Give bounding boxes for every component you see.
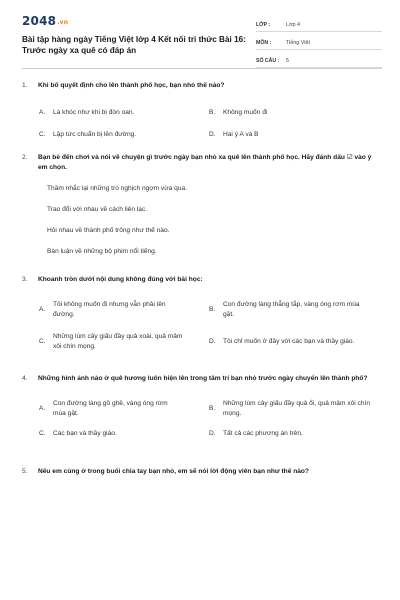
question-text: Khoanh tròn dưới nội dung không đúng với bài học: [38, 276, 203, 283]
checkbox-list [47, 184, 380, 268]
answer-option-c[interactable]: C. Các bạn và thầy giáo. [39, 430, 117, 437]
question-1 [22, 81, 380, 146]
question-number: 2. [22, 154, 28, 161]
worksheet-meta [256, 14, 382, 68]
checkbox-item[interactable]: Bàn luận về những bộ phim nổi tiếng. [47, 248, 157, 255]
answer-option-d[interactable]: D. Hai ý A và B [209, 131, 259, 138]
meta-row-subject [256, 32, 382, 50]
checkbox-item[interactable]: Thầm nhắc lại những trò nghịch ngợm vừa qua. [47, 185, 187, 192]
answer-option-a[interactable]: A. Tôi không muốn đi nhưng vẫn phải lên đường. [39, 301, 166, 318]
worksheet-header [22, 14, 382, 64]
checkbox-item[interactable]: Hỏi nhau về thành phố trông như thế nào. [47, 227, 170, 234]
answer-option-a[interactable]: A. Con đường làng gồ ghề, vàng óng rơm mùa gặt. [39, 400, 168, 417]
question-number: 1. [22, 82, 28, 89]
header-divider [22, 68, 382, 69]
meta-value: 5 [286, 58, 289, 64]
answer-option-c[interactable]: C. Những lùm cây giấu đầy quả xoài, quả mâm xôi chín mọng. [39, 333, 183, 350]
answer-option-d[interactable]: D. Tôi chỉ muốn ở đây với các bạn và thầy giáo. [209, 338, 355, 345]
answer-option-b[interactable]: B. Con đường làng thẳng tắp, vàng óng rơm mùa gặt. [209, 301, 360, 318]
question-5 [22, 467, 380, 477]
answer-option-a[interactable]: A. Là khóc như khi bị đòn oan. [39, 109, 135, 116]
question-number: 4. [22, 375, 28, 382]
meta-value: Tiếng Việt [286, 40, 310, 46]
document-title: Bài tập hàng ngày Tiếng Việt lớp 4 Kết nối tri thức Bài 16: Trước ngày xa quê có đáp án [22, 35, 246, 55]
question-stem [22, 467, 380, 477]
answer-option-c[interactable]: C. Lập tức chuẩn bị lên đường. [39, 131, 137, 138]
site-logo[interactable]: 2048.vn [22, 14, 69, 28]
meta-row-grade [256, 14, 382, 32]
meta-label: LỚP : [256, 22, 271, 28]
question-stem [22, 81, 380, 91]
checkbox-item[interactable]: Trao đổi với nhau về cách liên lạc. [47, 206, 148, 213]
question-text: Những hình ảnh nào ở quê hương luôn hiện lên trong tâm trí bạn nhỏ trước ngày chuyển lên thành phố? [38, 375, 368, 382]
meta-row-question-count [256, 50, 382, 68]
question-stem [22, 374, 380, 384]
meta-label: MÔN : [256, 40, 272, 46]
answer-options [39, 394, 380, 444]
question-text: Nếu em cùng ở trong buổi chia tay bạn nhỏ, em sẽ nói lời động viên bạn như thế nào? [38, 468, 309, 475]
answer-options [39, 294, 380, 358]
answer-options [39, 102, 380, 146]
answer-option-b[interactable]: B. Những lùm cây giấu đầy quả ổi, quả mâm xôi chín mọng. [209, 400, 370, 417]
question-stem [22, 275, 380, 285]
meta-value: Lớp 4 [286, 22, 301, 28]
answer-option-d[interactable]: D. Tất cả các phương án trên. [209, 430, 303, 437]
question-number: 5. [22, 468, 28, 475]
meta-label: SỐ CÂU : [256, 58, 280, 64]
question-stem [22, 153, 380, 173]
answer-option-b[interactable]: B. Không muốn đi [209, 109, 268, 116]
question-2 [22, 153, 380, 268]
question-text: Bạn bè đến chơi và nói về chuyện gì trước ngày bạn nhỏ xa quê lên thành phố học. Hãy đánh dấu ☑ vào ý em chọn. [38, 154, 372, 171]
question-number: 3. [22, 276, 28, 283]
question-4 [22, 374, 380, 444]
question-text: Khi bố quyết định cho lên thành phố học, bạn nhỏ thế nào? [38, 82, 225, 89]
question-3 [22, 275, 380, 358]
